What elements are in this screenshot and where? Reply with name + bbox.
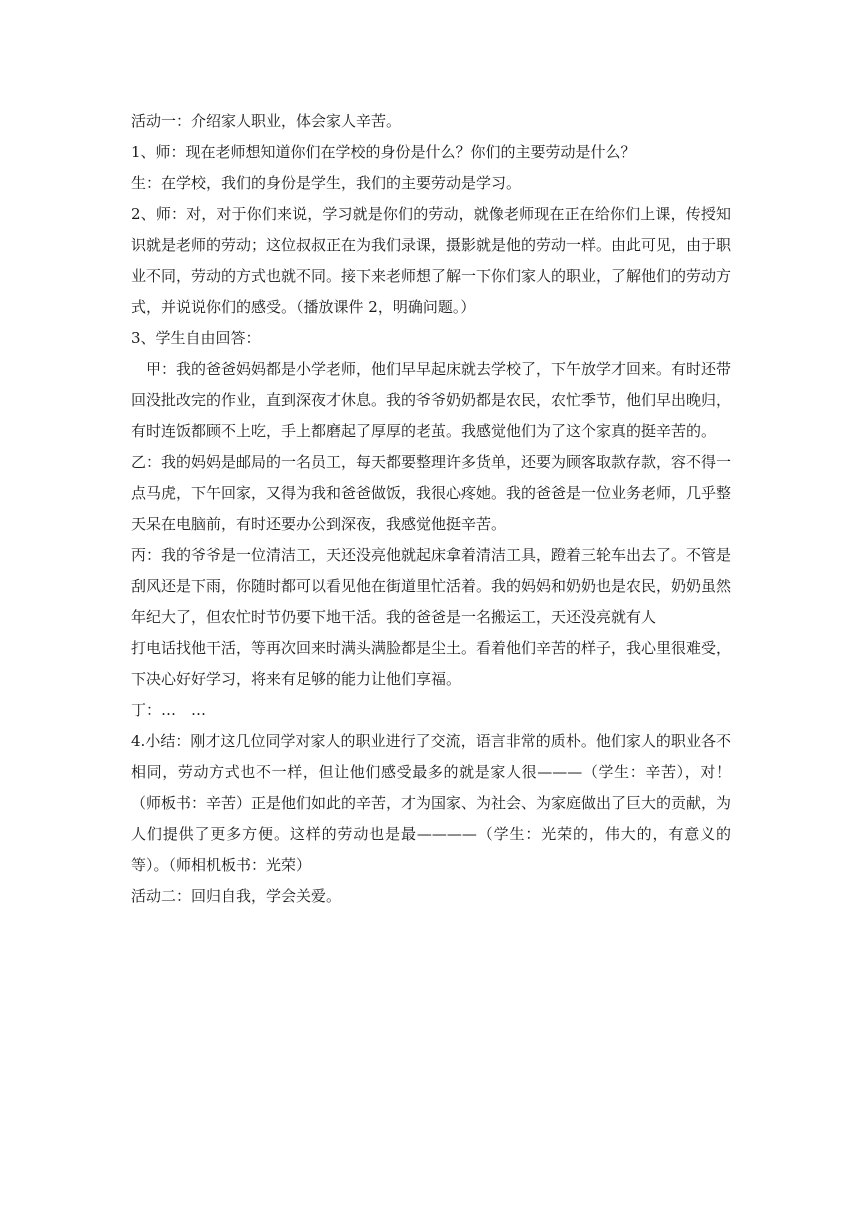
paragraph-teacher-question-1: 1、师：现在老师想知道你们在学校的身份是什么？你们的主要劳动是什么？ bbox=[131, 143, 636, 161]
section-heading-activity-2: 活动二：回归自我，学会关爱。 bbox=[131, 887, 342, 905]
paragraph-student-ding: 丁：… … bbox=[131, 701, 207, 719]
section-heading-activity-1: 活动一：介绍家人职业，体会家人辛苦。 bbox=[131, 112, 402, 130]
document-body bbox=[131, 106, 731, 912]
paragraph-free-answer-heading: 3、学生自由回答： bbox=[131, 329, 261, 347]
paragraph-summary-4: 4.小结：刚才这几位同学对家人的职业进行了交流，语言非常的质朴。他们家人的职业各不相同，劳动方式也不一样，但让他们感受最多的就是家人很———（学生：辛苦），对！（师板书：辛苦）正是他们如此的辛苦，才为国家、为社会、为家庭做出了巨大的贡献，为人们提供了更多方便。这样的劳动也是最————（学生：光荣的，伟大的，有意义的等）。（师相机板书：光荣） bbox=[131, 732, 732, 874]
paragraph-student-answer: 生：在学校，我们的身份是学生，我们的主要劳动是学习。 bbox=[131, 174, 522, 192]
paragraph-student-jia: 甲：我的爸爸妈妈都是小学老师，他们早早起床就去学校了，下午放学才回来。有时还带回没批改完的作业，直到深夜才休息。我的爷爷奶奶都是农民，农忙季节，他们早出晚归，有时连饭都顾不上吃，手上都磨起了厚厚的老茧。我感觉他们为了这个家真的挺辛苦的。 bbox=[131, 360, 732, 440]
paragraph-student-bing-continued: 打电话找他干活，等再次回来时满头满脸都是尘土。看着他们辛苦的样子，我心里很难受，下决心好好学习，将来有足够的能力让他们享福。 bbox=[131, 639, 732, 688]
paragraph-student-yi: 乙：我的妈妈是邮局的一名员工，每天都要整理许多货单，还要为顾客取款存款，容不得一点马虎，下午回家，又得为我和爸爸做饭，我很心疼她。我的爸爸是一位业务老师，几乎整天呆在电脑前，有时还要办公到深夜，我感觉他挺辛苦。 bbox=[131, 453, 732, 533]
paragraph-teacher-explanation-2: 2、师：对，对于你们来说，学习就是你们的劳动，就像老师现在正在给你们上课，传授知识就是老师的劳动；这位叔叔正在为我们录课，摄影就是他的劳动一样。由此可见，由于职业不同，劳动的方式也就不同。接下来老师想了解一下你们家人的职业，了解他们的劳动方式，并说说你们的感受。（播放课件 2，明确问题。） bbox=[131, 205, 732, 316]
paragraph-student-bing: 丙：我的爷爷是一位清洁工，天还没亮他就起床拿着清洁工具，蹬着三轮车出去了。不管是刮风还是下雨，你随时都可以看见他在街道里忙活着。我的妈妈和奶奶也是农民，奶奶虽然年纪大了，但农忙时节仍要下地干活。我的爸爸是一名搬运工，天还没亮就有人 bbox=[131, 546, 732, 626]
